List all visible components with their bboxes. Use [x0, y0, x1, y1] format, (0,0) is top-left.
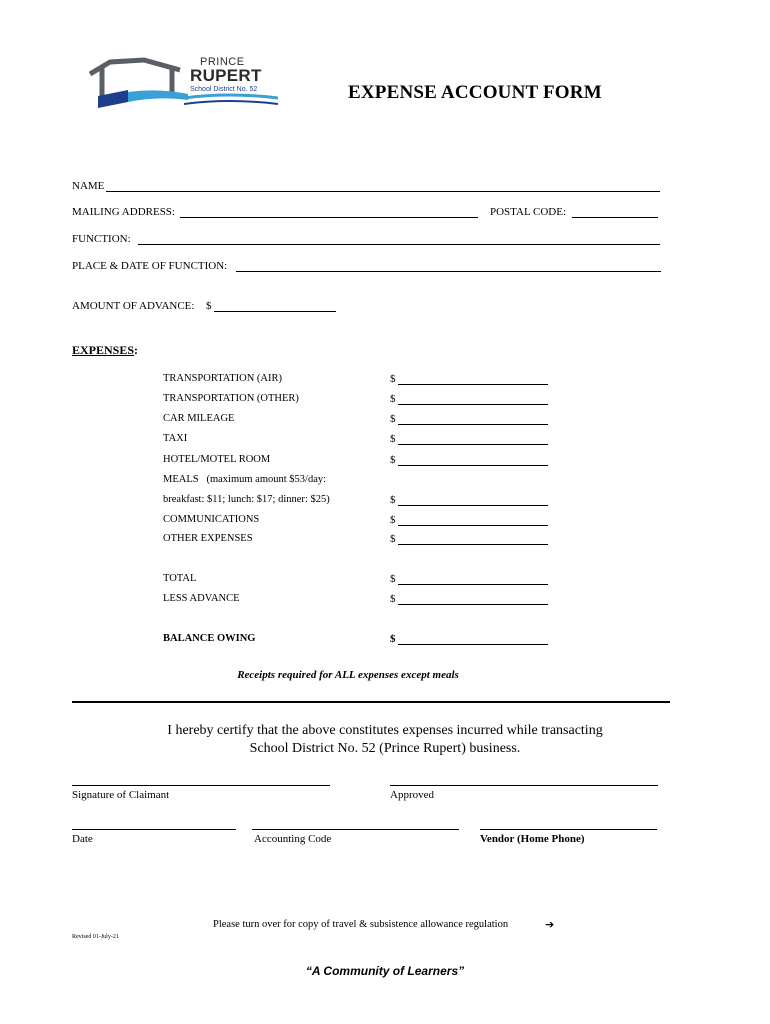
- logo-prince: PRINCE: [200, 56, 245, 68]
- expense-transport-other: TRANSPORTATION (OTHER): [163, 393, 299, 404]
- amount-meals[interactable]: [398, 505, 548, 506]
- section-divider: [72, 701, 670, 703]
- date-label: Date: [72, 833, 93, 845]
- arrow-right-icon: ➔: [545, 918, 555, 931]
- motto: “A Community of Learners”: [305, 964, 465, 978]
- expense-hotel: HOTEL/MOTEL ROOM: [163, 454, 271, 465]
- amount-communications[interactable]: [398, 525, 548, 526]
- date-field[interactable]: [72, 829, 236, 830]
- vendor-label: Vendor (Home Phone): [480, 833, 585, 845]
- roof-icon: [88, 52, 188, 114]
- wave-line-2: [184, 101, 278, 104]
- function-label: FUNCTION:: [72, 233, 131, 245]
- dollar-sign: $: [390, 454, 396, 466]
- advance-dollar: $: [206, 300, 212, 312]
- dollar-sign: $: [390, 514, 396, 526]
- expenses-heading-text: EXPENSES: [72, 343, 135, 357]
- expenses-heading: [72, 343, 138, 358]
- dollar-sign: $: [390, 433, 396, 445]
- expense-meals-detail: breakfast: $11; lunch: $17; dinner: $25): [163, 494, 330, 505]
- amount-transport-other[interactable]: [398, 404, 548, 405]
- accounting-code-label: Accounting Code: [254, 833, 332, 845]
- dollar-sign: $: [390, 373, 396, 385]
- postal-code-label: POSTAL CODE:: [490, 206, 567, 218]
- advance-field[interactable]: [214, 311, 336, 312]
- district-logo: [88, 52, 278, 114]
- expense-car-mileage: CAR MILEAGE: [163, 413, 235, 424]
- mailing-address-label: MAILING ADDRESS:: [72, 206, 175, 218]
- amount-less-advance[interactable]: [398, 604, 548, 605]
- wave-icon: [184, 92, 278, 112]
- vendor-field[interactable]: [480, 829, 657, 830]
- receipts-note: Receipts required for ALL expenses except meals: [237, 669, 459, 681]
- dollar-sign: $: [390, 413, 396, 425]
- dollar-sign: $: [390, 593, 396, 605]
- name-field[interactable]: [106, 191, 660, 192]
- revised-date: Revised 01-July-21: [72, 934, 119, 940]
- wave-line-1: [184, 95, 278, 98]
- approved-label: Approved: [390, 789, 434, 801]
- turn-over-note: Please turn over for copy of travel & subsistence allowance regulation: [213, 919, 509, 930]
- expense-balance-owing: BALANCE OWING: [163, 633, 256, 644]
- accounting-code-field[interactable]: [252, 829, 459, 830]
- expense-air: TRANSPORTATION (AIR): [163, 373, 282, 384]
- amount-car-mileage[interactable]: [398, 424, 548, 425]
- amount-hotel[interactable]: [398, 465, 548, 466]
- amount-other[interactable]: [398, 544, 548, 545]
- expense-taxi: TAXI: [163, 433, 188, 444]
- certify-line-1: I hereby certify that the above constitutes expenses incurred while transacting: [167, 723, 603, 738]
- logo-rupert: RUPERT: [190, 66, 262, 85]
- amount-air[interactable]: [398, 384, 548, 385]
- logo-district: School District No. 52: [190, 86, 258, 93]
- place-date-label: PLACE & DATE OF FUNCTION:: [72, 260, 228, 272]
- approved-field[interactable]: [390, 785, 658, 786]
- signature-claimant-field[interactable]: [72, 785, 330, 786]
- certify-line-2: School District No. 52 (Prince Rupert) business.: [249, 741, 521, 756]
- mailing-address-field[interactable]: [180, 217, 478, 218]
- amount-taxi[interactable]: [398, 444, 548, 445]
- amount-total[interactable]: [398, 584, 548, 585]
- amount-balance-owing[interactable]: [398, 644, 548, 645]
- dollar-sign: $: [390, 494, 396, 506]
- wave-light: [128, 90, 188, 102]
- expense-other: OTHER EXPENSES: [163, 533, 253, 544]
- dollar-sign: $: [390, 533, 396, 545]
- expenses-heading-colon: :: [134, 343, 139, 357]
- expense-meals: MEALS (maximum amount $53/day:: [163, 474, 327, 485]
- dollar-sign: $: [390, 633, 396, 645]
- advance-label: AMOUNT OF ADVANCE:: [72, 300, 195, 312]
- place-date-field[interactable]: [236, 271, 661, 272]
- name-label: NAME: [72, 180, 105, 192]
- page-title: EXPENSE ACCOUNT FORM: [348, 82, 602, 103]
- dollar-sign: $: [390, 393, 396, 405]
- expense-total: TOTAL: [163, 573, 197, 584]
- dollar-sign: $: [390, 573, 396, 585]
- function-field[interactable]: [138, 244, 660, 245]
- expense-less-advance: LESS ADVANCE: [163, 593, 240, 604]
- postal-code-field[interactable]: [572, 217, 658, 218]
- expense-communications: COMMUNICATIONS: [163, 514, 260, 525]
- signature-claimant-label: Signature of Claimant: [72, 789, 170, 801]
